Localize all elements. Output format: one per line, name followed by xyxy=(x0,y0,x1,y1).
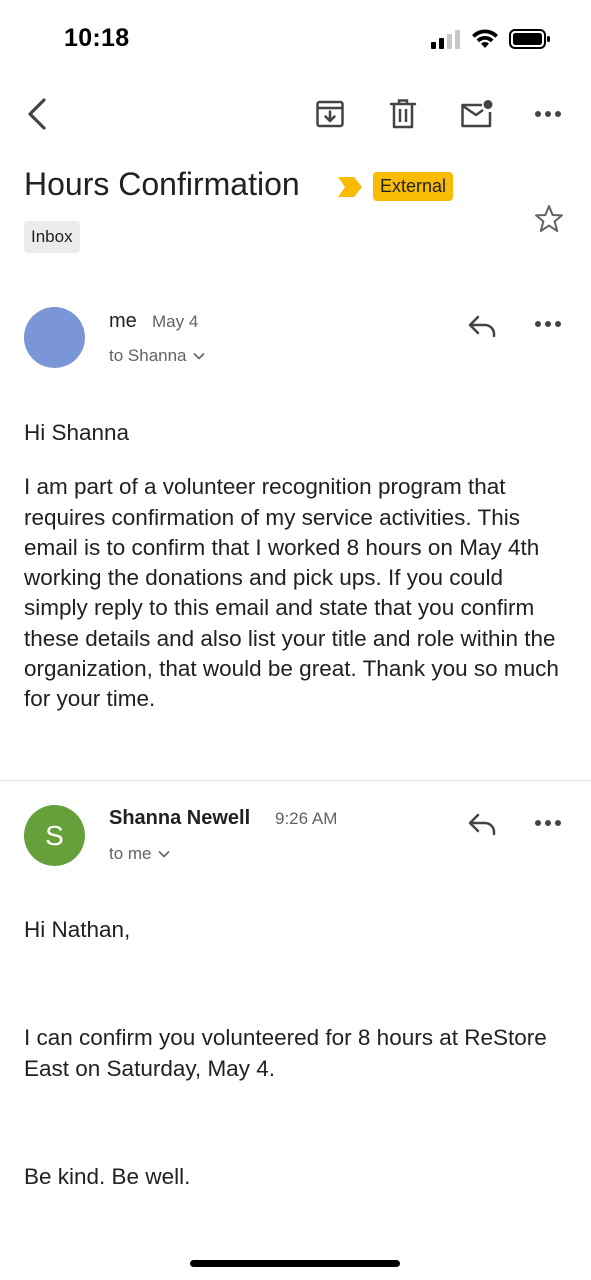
back-button[interactable] xyxy=(18,94,54,134)
home-indicator[interactable] xyxy=(190,1260,400,1267)
more-icon xyxy=(534,320,562,328)
body-signoff: Be kind. Be well. xyxy=(24,1163,191,1189)
reply-button[interactable] xyxy=(464,808,500,840)
more-options-button[interactable] xyxy=(530,96,566,132)
sender-avatar[interactable] xyxy=(24,805,85,866)
battery-icon xyxy=(509,28,551,50)
sender-name: me xyxy=(109,310,137,332)
trash-icon xyxy=(389,98,417,130)
status-icons xyxy=(431,28,551,50)
message-divider xyxy=(0,780,591,781)
body-paragraph: I am part of a volunteer recognition program that requires confirmation of my service activities. This email is to confirm that I worked 8 hours on May 4th working the donations and pick ups. If you could simply reply to this email and state that you confirm these details and also list your title and role within the organization, that would be great. Thank you so much for your time. xyxy=(24,474,559,712)
more-icon xyxy=(534,110,562,118)
sender-name: Shanna Newell xyxy=(109,807,251,829)
message-more-button[interactable] xyxy=(530,811,566,835)
delete-button[interactable] xyxy=(385,96,421,132)
archive-button[interactable] xyxy=(312,96,348,132)
body-paragraph: I can confirm you volunteered for 8 hours at ReStore East on Saturday, May 4. xyxy=(24,1025,547,1081)
recipient-details-toggle[interactable] xyxy=(109,346,205,366)
message-body xyxy=(24,915,569,1192)
chevron-down-icon xyxy=(193,352,205,360)
reply-icon xyxy=(467,314,497,338)
email-subject: Hours Confirmation xyxy=(24,166,300,202)
message-date: 9:26 AM xyxy=(275,809,338,828)
mark-unread-button[interactable] xyxy=(457,96,497,132)
message-date: May 4 xyxy=(152,312,199,331)
chevron-down-icon xyxy=(158,850,170,858)
mark-unread-icon xyxy=(459,99,495,129)
status-time: 10:18 xyxy=(64,24,130,52)
body-greeting: Hi Shanna xyxy=(24,420,130,445)
importance-marker-icon[interactable] xyxy=(337,176,363,198)
recipient-label: to me xyxy=(109,844,152,863)
avatar-initial: S xyxy=(45,819,64,851)
reply-button[interactable] xyxy=(464,310,500,342)
inbox-label-chip[interactable]: Inbox xyxy=(24,221,80,253)
recipient-details-toggle[interactable] xyxy=(109,844,170,864)
back-icon xyxy=(24,96,48,132)
reply-icon xyxy=(467,812,497,836)
recipient-label: to Shanna xyxy=(109,346,187,365)
star-button[interactable] xyxy=(532,202,566,236)
message-more-button[interactable] xyxy=(530,312,566,336)
archive-icon xyxy=(315,99,345,129)
external-badge: External xyxy=(373,172,453,201)
body-greeting: Hi Nathan, xyxy=(24,917,131,942)
message-body xyxy=(24,418,569,715)
star-icon xyxy=(533,203,565,235)
cellular-signal-icon xyxy=(431,29,461,49)
sender-avatar[interactable] xyxy=(24,307,85,368)
wifi-icon xyxy=(471,29,499,49)
more-icon xyxy=(534,819,562,827)
